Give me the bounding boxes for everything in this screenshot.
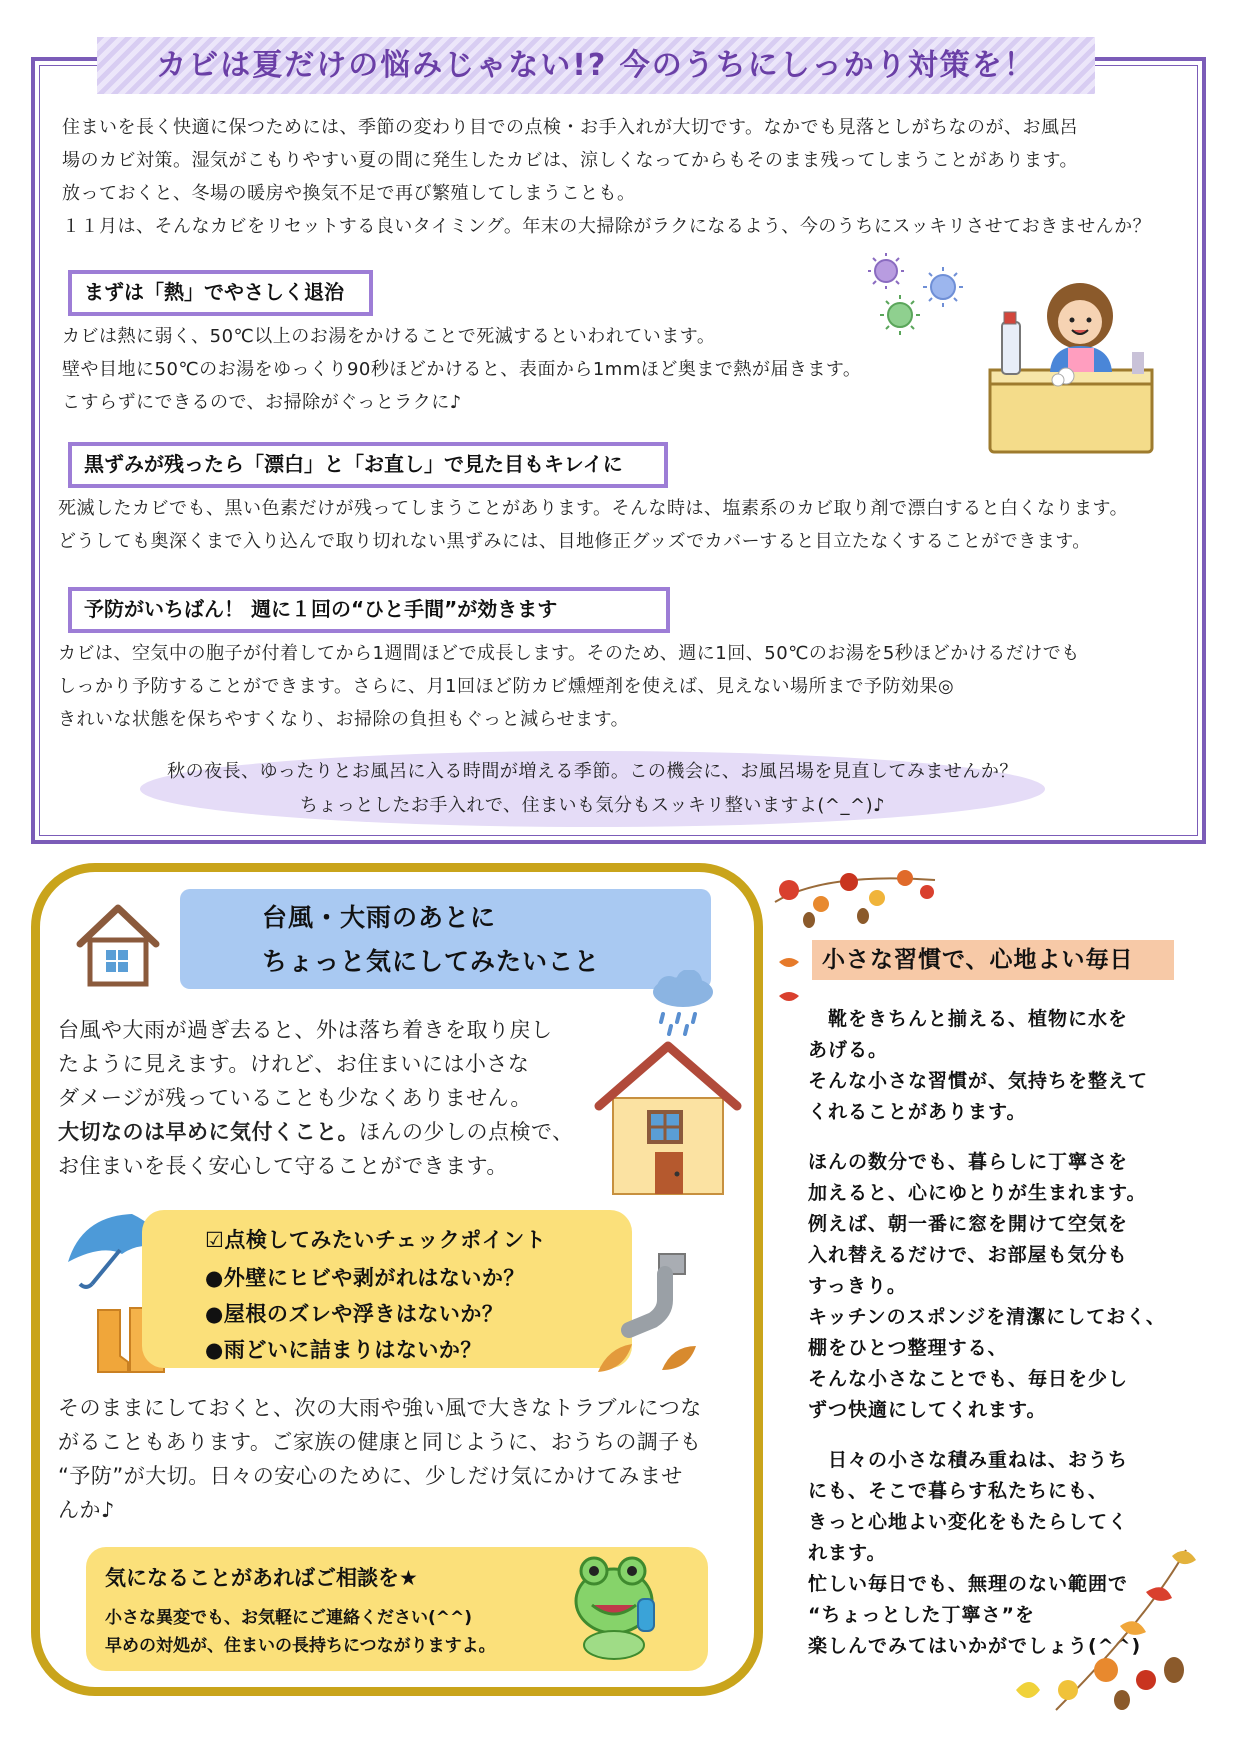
typhoon-heading-line: 台風・大雨のあとに [262, 903, 497, 932]
section-line: しっかり予防することができます。さらに、月1回ほど防カビ燻煙剤を使えば、見えない場所まで予防効果◎ [58, 676, 955, 697]
habit-line: あげる。 [808, 1039, 889, 1061]
checkpoint-item: ●外壁にヒビや剥がれはないか？ [205, 1266, 525, 1290]
drainpipe-icon [615, 1250, 695, 1350]
habit-line: くれることがあります。 [808, 1101, 1027, 1123]
habit-line: れます。 [808, 1542, 887, 1564]
mold-spore-icon [848, 253, 968, 343]
typhoon-after-line: がることもあります。ご家族の健康と同じように、おうちの調子も [58, 1430, 702, 1454]
habit-line: ほんの数分でも、暮らしに丁寧さを [808, 1151, 1129, 1173]
intro-line: 場のカビ対策。湿気がこもりやすい夏の間に発生したカビは、涼しくなってからもそのまま残ってしまうことがあります。 [62, 150, 1079, 171]
house-icon [593, 1040, 743, 1200]
intro-line: 住まいを長く快適に保つためには、季節の変わり目での点検・お手入れが大切です。なかでも見落としがちなのが、お風呂 [62, 117, 1079, 138]
section-line: 壁や目地に50℃のお湯をゆっくり90秒ほどかけると、表面から1mmほど奥まで熱が届きます。 [62, 359, 862, 380]
typhoon-body-line: ダメージが残っていることも少なくありません。 [58, 1086, 532, 1110]
section-line: 死滅したカビでも、黒い色素だけが残ってしまうことがあります。そんな時は、塩素系のカビ取り剤で漂白すると白くなります。 [58, 498, 1129, 519]
habit-line: 楽しんでみてはいかがでしょう(^^) [808, 1635, 1142, 1657]
habit-line: 加えると、心にゆとりが生まれます。 [808, 1182, 1147, 1204]
typhoon-after-line: んか♪ [58, 1498, 115, 1522]
habit-title: 小さな習慣で、心地よい毎日 [822, 947, 1134, 973]
typhoon-body-line: 台風や大雨が過ぎ去ると、外は落ち着きを取り戻し [58, 1018, 553, 1042]
leaf-icon [775, 952, 803, 1012]
habit-line: 棚をひとつ整理する、 [808, 1337, 1008, 1359]
section-line: きれいな状態を保ちやすくなり、お掃除の負担もぐっと減らせます。 [58, 709, 630, 730]
habit-line: キッチンのスポンジを清潔にしておく、 [808, 1306, 1166, 1328]
closing-line: 秋の夜長、ゆったりとお風呂に入る時間が増える季節。この機会に、お風呂場を見直してみませんか？ [167, 761, 1018, 782]
habit-line: そんな小さなことでも、毎日を少し [808, 1368, 1129, 1390]
typhoon-after-line: そのままにしておくと、次の大雨や強い風で大きなトラブルにつな [58, 1396, 702, 1420]
frog-phone-icon [568, 1553, 664, 1661]
intro-line: １１月は、そんなカビをリセットする良いタイミング。年末の大掃除がラクになるよう、今のうちにスッキリさせておきませんか？ [62, 216, 1152, 237]
habit-line: 入れ替えるだけで、お部屋も気分も [808, 1244, 1128, 1266]
habit-line: きっと心地よい変化をもたらしてく [808, 1511, 1129, 1533]
section-line: どうしても奥深くまで入り込んで取り切れない黒ずみには、目地修正グッズでカバーすると目立たなくすることができます。 [58, 531, 1091, 552]
habit-line: 日々の小さな積み重ねは、おうち [808, 1449, 1129, 1471]
intro-line: 放っておくと、冬場の暖房や換気不足で再び繁殖してしまうことも。 [62, 183, 636, 204]
habit-line: すっきり。 [808, 1275, 907, 1297]
page-title: カビは夏だけの悩みじゃない!? 今のうちにしっかり対策を！ [156, 48, 1036, 83]
typhoon-body-line: たように見えます。けれど、お住まいには小さな [58, 1052, 530, 1076]
checkpoint-item: ●屋根のズレや浮きはないか？ [205, 1302, 504, 1326]
leaf-icon [594, 1340, 704, 1380]
habit-line: 忙しい毎日でも、無理のない範囲で [808, 1573, 1129, 1595]
habit-line: にも、そこで暮らす私たちにも、 [808, 1480, 1109, 1502]
section-line: こすらずにできるので、お掃除がぐっとラクに♪ [62, 392, 462, 413]
typhoon-body-rest: ほんの少しの点検で、 [359, 1120, 574, 1144]
cleaning-woman-icon [988, 282, 1156, 457]
typhoon-body-emphasis: 大切なのは早めに気付くこと。 [58, 1120, 359, 1144]
consultation-line: 小さな異変でも、お気軽にご連絡ください(^^) [105, 1608, 473, 1628]
rain-cloud-icon [643, 970, 723, 1040]
typhoon-after-line: “予防”が大切。日々の安心のために、少しだけ気にかけてみませ [58, 1464, 683, 1488]
consultation-title: 気になることがあればご相談を★ [105, 1566, 418, 1590]
habit-line: そんな小さな習慣が、気持ちを整えて [808, 1070, 1149, 1092]
typhoon-heading-line: ちょっと気にしてみたいこと [262, 947, 601, 976]
autumn-leaves-icon [996, 1540, 1206, 1720]
section-heading-prevention: 予防がいちばん！ 週に１回の“ひと手間”が効きます [68, 587, 670, 633]
autumn-leaves-icon [765, 862, 945, 932]
consultation-line: 早めの対処が、住まいの長持ちにつながりますよ。 [105, 1636, 496, 1656]
habit-line: 例えば、朝一番に窓を開けて空気を [808, 1213, 1129, 1235]
checkpoint-item: ●雨どいに詰まりはないか？ [205, 1338, 482, 1362]
house-icon [72, 900, 164, 990]
habit-line: “ちょっとした丁寧さ”を [808, 1604, 1035, 1626]
closing-line: ちょっとしたお手入れで、住まいも気分もスッキリ整いますよ(^_^)♪ [299, 795, 886, 816]
section-line: カビは熱に弱く、50℃以上のお湯をかけることで死滅するといわれています。 [62, 326, 716, 347]
section-heading-heat: まずは「熱」でやさしく退治 [68, 270, 373, 316]
habit-line: ずつ快適にしてくれます。 [808, 1399, 1047, 1421]
section-line: カビは、空気中の胞子が付着してから1週間ほどで成長します。そのため、週に1回、50℃のお湯を5秒ほどかけるだけでも [58, 643, 1080, 664]
typhoon-body-line [58, 1115, 574, 1149]
habit-line: 靴をきちんと揃える、植物に水を [808, 1008, 1129, 1030]
section-heading-bleach: 黒ずみが残ったら「漂白」と「お直し」で見た目もキレイに [68, 442, 668, 488]
checkpoint-title: ☑点検してみたいチェックポイント [205, 1228, 547, 1252]
typhoon-body-line: お住まいを長く安心して守ることができます。 [58, 1154, 508, 1178]
